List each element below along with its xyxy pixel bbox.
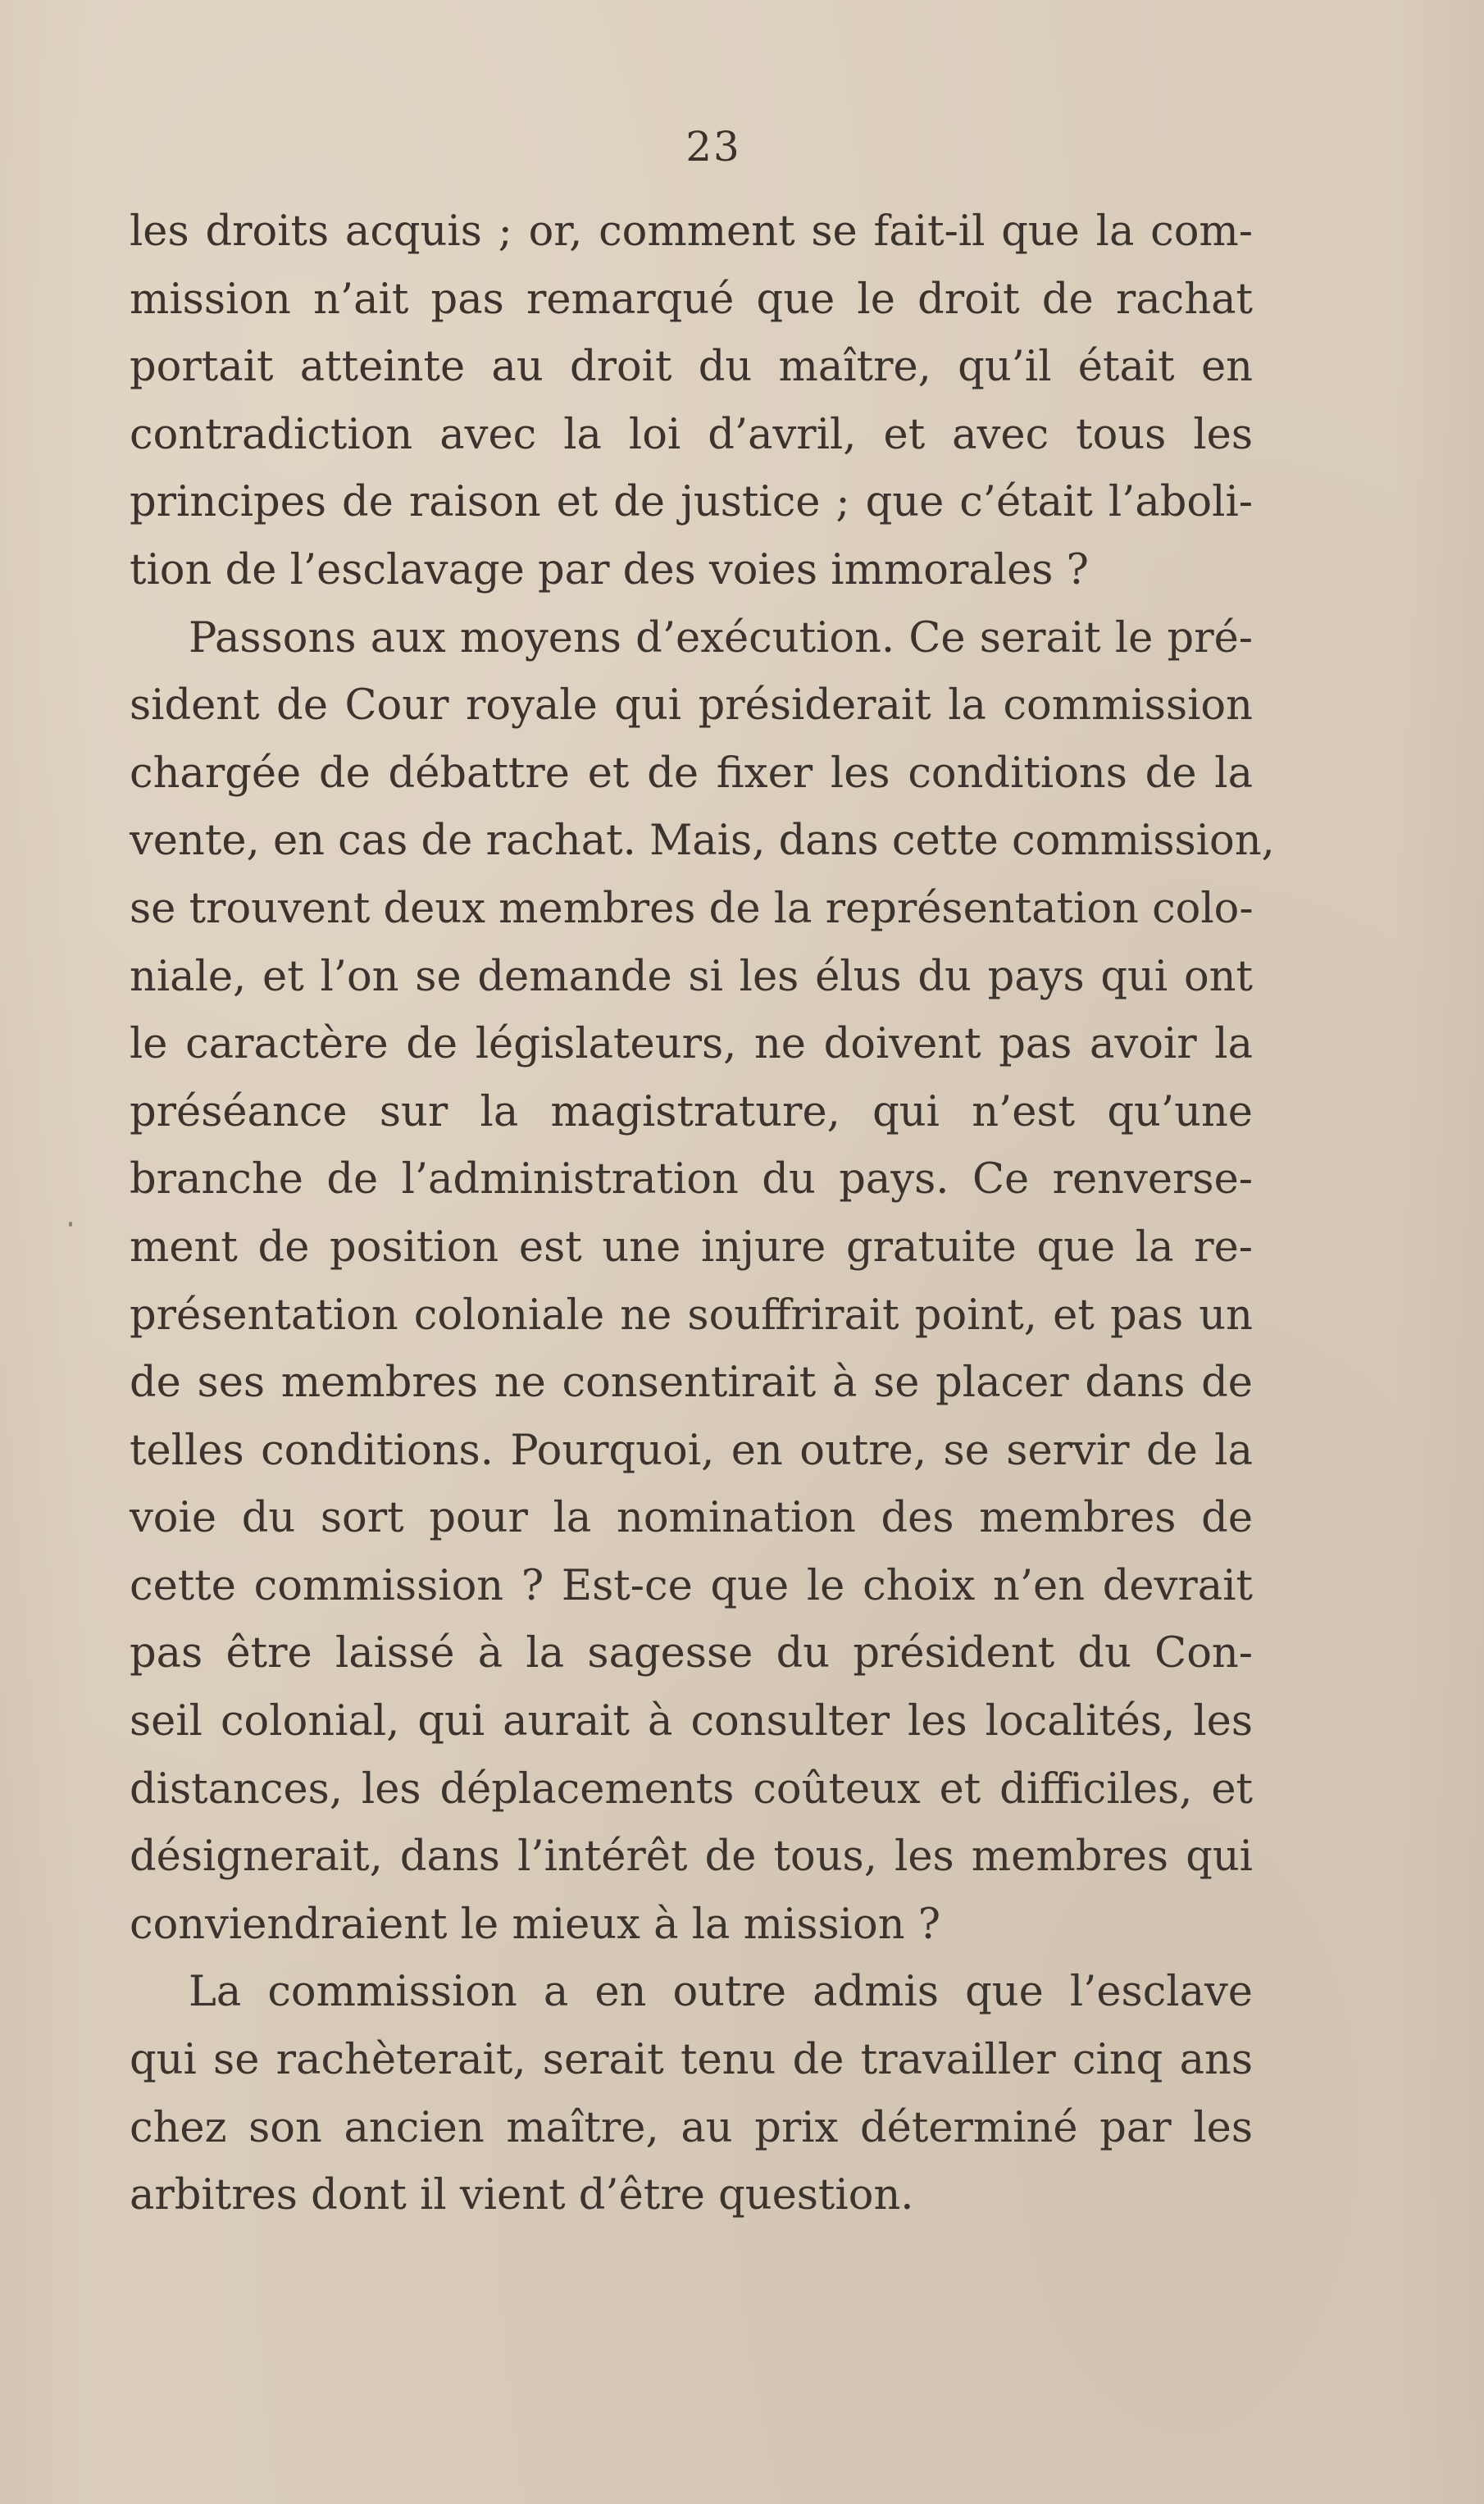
text-line: vente, en cas de rachat. Mais, dans cette commission, [130,817,1275,866]
text-line: désignerait, dans l’intérêt de tous, les membres qui [130,1832,1253,1882]
text-line: conviendraient le mieux à la mission ? [130,1900,941,1949]
text-line: sident de Cour royale qui présiderait la commission [130,681,1253,731]
text-line: se trouvent deux membres de la représentation colo- [130,884,1254,933]
text-line: contradiction avec la loi d’avril, et avec tous les [130,410,1253,459]
text-line: chargée de débattre et de fixer les conditions de la [130,749,1253,798]
paragraph-3 [130,1959,1253,2229]
text-line: ment de position est une injure gratuite que la re- [130,1222,1253,1272]
paragraph-2 [130,605,1275,1960]
text-line: les droits acquis ; or, comment se fait-il que la com- [130,207,1253,256]
text-line: Passons aux moyens d’exécution. Ce serait le pré- [189,613,1253,662]
page-number: 23 [685,123,741,171]
text-line: arbitres dont il vient d’être question. [130,2171,914,2220]
text-line: le caractère de législateurs, ne doivent pas avoir la [130,1020,1253,1069]
text-line: telles conditions. Pourquoi, en outre, se servir de la [130,1426,1253,1475]
text-line: chez son ancien maître, au prix déterminé par les [130,2103,1253,2152]
text-line: cette commission ? Est-ce que le choix n’en devrait [130,1561,1253,1610]
text-line: portait atteinte au droit du maître, qu’il était en [130,343,1253,392]
text-line: qui se rachèterait, serait tenu de travailler cinq ans [130,2036,1253,2085]
text-line: de ses membres ne consentirait à se placer dans de [130,1359,1253,1408]
text-line: voie du sort pour la nomination des membres de [130,1494,1253,1543]
paragraph-1 [130,198,1253,605]
text-line: pas être laissé à la sagesse du président du Con- [130,1629,1253,1678]
paper-speck [69,1222,72,1227]
text-line: principes de raison et de justice ; que c’était l’aboli- [130,478,1253,527]
text-line: La commission a en outre admis que l’esclave [189,1968,1253,2017]
text-line: seil colonial, qui aurait à consulter les localités, les [130,1697,1253,1746]
text-line: niale, et l’on se demande si les élus du pays qui ont [130,952,1253,1001]
text-line: présentation coloniale ne souffrirait point, et pas un [130,1291,1253,1340]
body-text [130,198,1275,2230]
text-line: tion de l’esclavage par des voies immorales ? [130,545,1090,594]
text-line: préséance sur la magistrature, qui n’est qu’une [130,1087,1253,1136]
text-line: mission n’ait pas remarqué que le droit de rachat [130,275,1253,324]
text-line: branche de l’administration du pays. Ce renverse- [130,1155,1253,1204]
text-line: distances, les déplacements coûteux et difficiles, et [130,1764,1253,1814]
